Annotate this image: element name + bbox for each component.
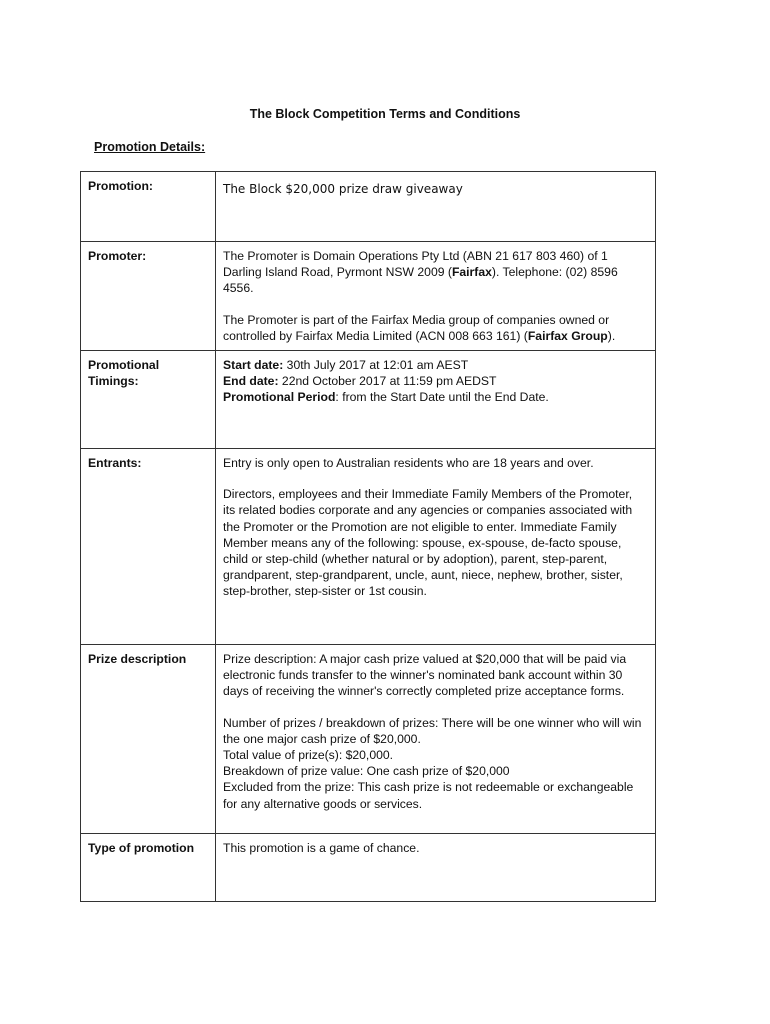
promoter-paragraph: The Promoter is Domain Operations Pty Ltd (ABN 21 617 803 460) of 1 Darling Island Road, Pyrmont NSW 2009 (Fairfax). Telephone: (02) 8596 4556. (223, 249, 618, 296)
start-date: Start date: 30th July 2017 at 12:01 am AEST (223, 358, 469, 372)
row-label: Prize description (81, 645, 216, 834)
page-title: The Block Competition Terms and Conditions (249, 107, 521, 121)
promoter-group-paragraph: The Promoter is part of the Fairfax Media group of companies owned or controlled by Fairfax Media Limited (ACN 008 663 161) (Fairfax Group). (223, 312, 616, 343)
section-heading: Promotion Details: (94, 140, 206, 154)
row-content (216, 351, 656, 449)
table-row-promotion (81, 172, 656, 242)
prize-description: Prize description: A major cash prize valued at $20,000 that will be paid via electronic funds transfer to the winner's nominated bank account within 30 days of receiving the winner's correctly completed prize acceptance forms. (223, 652, 627, 699)
row-content (216, 449, 656, 645)
table-row-entrants (81, 449, 656, 645)
table-row-promoter (81, 242, 656, 351)
promotional-period: Promotional Period: from the Start Date until the End Date. (223, 390, 549, 405)
entrants-eligibility: Entry is only open to Australian residents who are 18 years and over. (223, 456, 594, 470)
prize-breakdown: Number of prizes / breakdown of prizes: There will be one winner who will win the one major cash prize of $20,000. Total value of prize(s): $20,000. Breakdown of prize value: One cash prize of $20,000 Excluded from the prize: This cash prize is not redeemable or exchangeable for any alternative goods or services. (223, 715, 642, 811)
table-row-prize (81, 645, 656, 834)
row-content (216, 834, 656, 902)
terms-table (80, 171, 656, 902)
end-date: End date: 22nd October 2017 at 11:59 pm AEDST (223, 374, 497, 389)
row-content (216, 242, 656, 351)
row-label: Entrants: (81, 449, 216, 645)
table-row-timings (81, 351, 656, 449)
row-label: Promotional Timings: (81, 351, 216, 449)
entrants-exclusions: Directors, employees and their Immediate Family Members of the Promoter, its related bodies corporate and any agencies or companies associated with the Promoter or the Promotion are not eligible to enter. Immediate Family Member means any of the following: spouse, ex-spouse, de-facto spouse, child or step-child (whether natural or by adoption), parent, step-parent, grandparent, step-grandparent, uncle, aunt, niece, nephew, brother, sister, step-brother, step-sister or 1st cousin. (223, 487, 633, 599)
row-label: Promoter: (81, 242, 216, 351)
table-row-type (81, 834, 656, 902)
row-content (216, 172, 656, 242)
row-content (216, 645, 656, 834)
promotion-type-text: This promotion is a game of chance. (223, 841, 420, 855)
promotion-text: The Block $20,000 prize draw giveaway (223, 182, 463, 196)
row-label: Type of promotion (81, 834, 216, 902)
row-label: Promotion: (81, 172, 216, 242)
